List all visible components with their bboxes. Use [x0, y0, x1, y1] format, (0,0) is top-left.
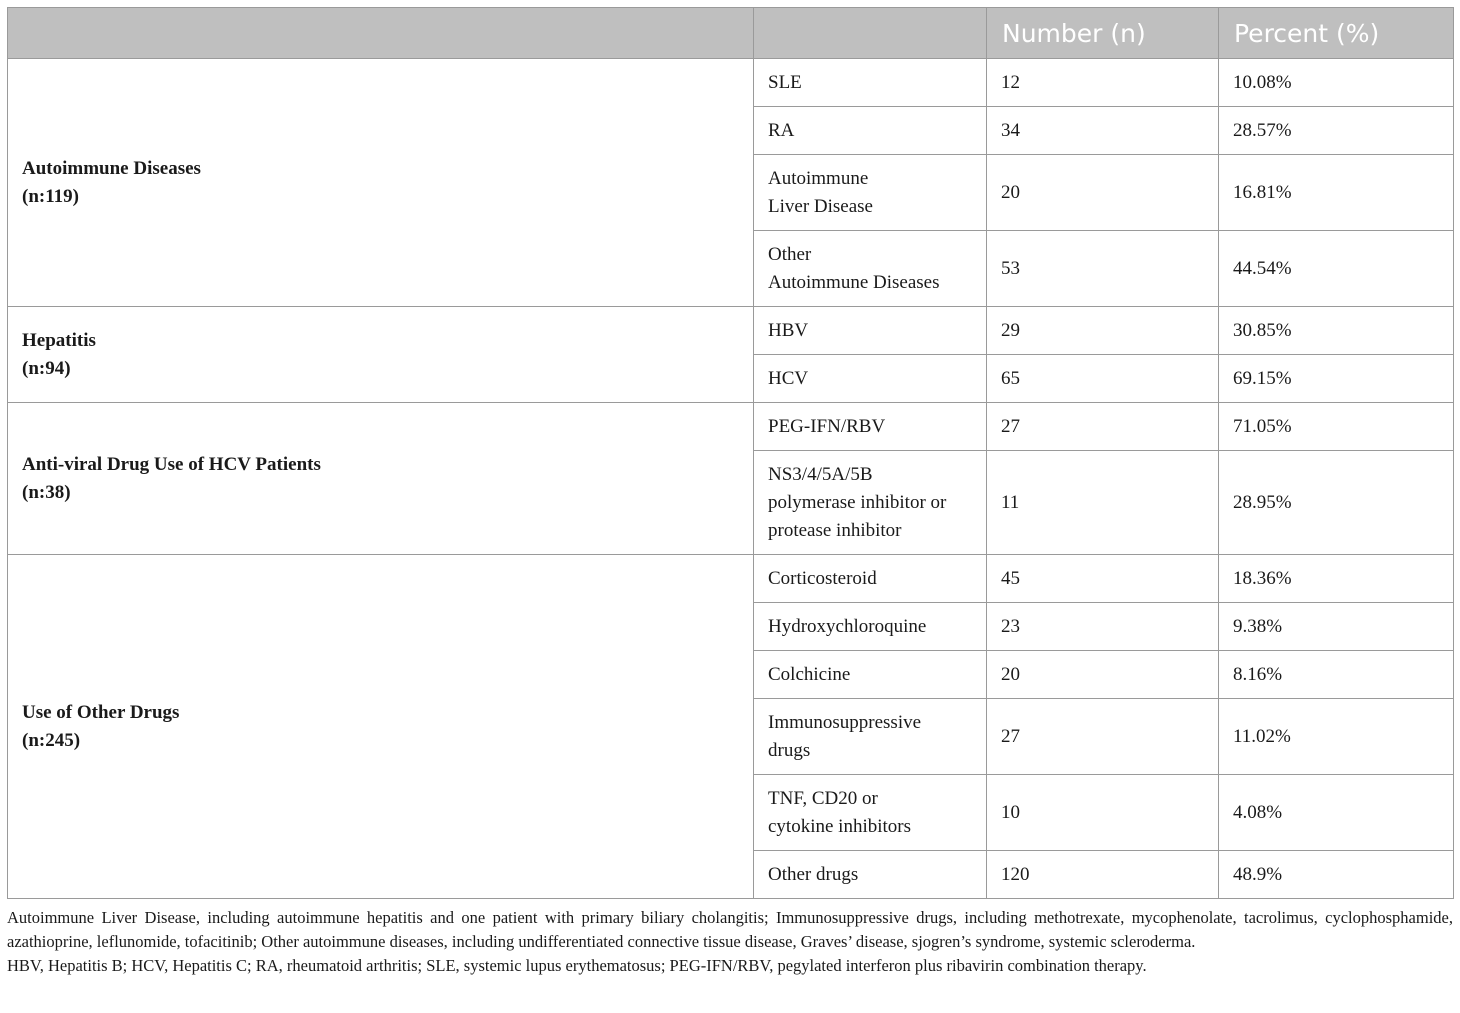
item-cell: RA [754, 107, 987, 155]
group-cell [8, 307, 754, 403]
item-cell: NS3/4/5A/5B polymerase inhibitor or protease inhibitor [754, 451, 987, 555]
number-cell: 34 [987, 107, 1219, 155]
number-cell: 65 [987, 355, 1219, 403]
percent-cell: 28.57% [1219, 107, 1454, 155]
percent-cell: 71.05% [1219, 403, 1454, 451]
item-cell: HBV [754, 307, 987, 355]
number-cell: 23 [987, 603, 1219, 651]
number-cell: 27 [987, 699, 1219, 775]
item-cell: Hydroxychloroquine [754, 603, 987, 651]
percent-cell: 28.95% [1219, 451, 1454, 555]
item-cell: Colchicine [754, 651, 987, 699]
item-cell: Other drugs [754, 851, 987, 899]
table-row [8, 307, 1454, 355]
table-row [8, 403, 1454, 451]
table-header [8, 8, 1454, 59]
percent-cell: 9.38% [1219, 603, 1454, 651]
item-cell: Immunosuppressive drugs [754, 699, 987, 775]
group-cell [8, 555, 754, 899]
item-cell: Corticosteroid [754, 555, 987, 603]
table-row [8, 59, 1454, 107]
table-row [8, 555, 1454, 603]
item-cell: SLE [754, 59, 987, 107]
table-footnote [7, 906, 1453, 978]
number-cell: 120 [987, 851, 1219, 899]
group-label: Autoimmune Diseases [22, 157, 201, 179]
number-cell: 20 [987, 651, 1219, 699]
header-number: Number (n) [987, 8, 1219, 59]
percent-cell: 44.54% [1219, 231, 1454, 307]
group-count: (n:245) [22, 729, 81, 751]
number-cell: 29 [987, 307, 1219, 355]
group-cell [8, 403, 754, 555]
group-count: (n:119) [22, 185, 79, 207]
item-cell: PEG-IFN/RBV [754, 403, 987, 451]
number-cell: 53 [987, 231, 1219, 307]
percent-cell: 4.08% [1219, 775, 1454, 851]
data-table-container [7, 7, 1453, 899]
item-cell: Autoimmune Liver Disease [754, 155, 987, 231]
number-cell: 11 [987, 451, 1219, 555]
number-cell: 45 [987, 555, 1219, 603]
percent-cell: 16.81% [1219, 155, 1454, 231]
number-cell: 10 [987, 775, 1219, 851]
group-cell [8, 59, 754, 307]
group-count: (n:38) [22, 481, 71, 503]
number-cell: 27 [987, 403, 1219, 451]
percent-cell: 69.15% [1219, 355, 1454, 403]
table-body [8, 59, 1454, 899]
footnote-definitions: Autoimmune Liver Disease, including autoimmune hepatitis and one patient with primary biliary cholangitis; Immunosuppressive drugs, including methotrexate, mycophenolate, tacrolimus, cyclophosphamide, azathioprine, leflunomide, tofacitinib; Other autoimmune diseases, including undifferentiated connective tissue disease, Graves’ disease, sjogren’s syndrome, systemic scleroderma. [7, 908, 1453, 951]
percent-cell: 11.02% [1219, 699, 1454, 775]
group-label: Hepatitis [22, 329, 96, 351]
item-cell: Other Autoimmune Diseases [754, 231, 987, 307]
item-cell: HCV [754, 355, 987, 403]
header-item [754, 8, 987, 59]
group-label: Use of Other Drugs [22, 701, 180, 723]
percent-cell: 30.85% [1219, 307, 1454, 355]
percent-cell: 8.16% [1219, 651, 1454, 699]
number-cell: 12 [987, 59, 1219, 107]
header-row [8, 8, 1454, 59]
footnote-abbreviations: HBV, Hepatitis B; HCV, Hepatitis C; RA, rheumatoid arthritis; SLE, systemic lupus erythematosus; PEG-IFN/RBV, pegylated interferon plus ribavirin combination therapy. [7, 956, 1147, 975]
group-count: (n:94) [22, 357, 71, 379]
header-category [8, 8, 754, 59]
number-cell: 20 [987, 155, 1219, 231]
percent-cell: 10.08% [1219, 59, 1454, 107]
data-table [7, 7, 1454, 899]
percent-cell: 48.9% [1219, 851, 1454, 899]
group-label: Anti-viral Drug Use of HCV Patients [22, 453, 321, 475]
item-cell: TNF, CD20 or cytokine inhibitors [754, 775, 987, 851]
percent-cell: 18.36% [1219, 555, 1454, 603]
header-percent: Percent (%) [1219, 8, 1454, 59]
